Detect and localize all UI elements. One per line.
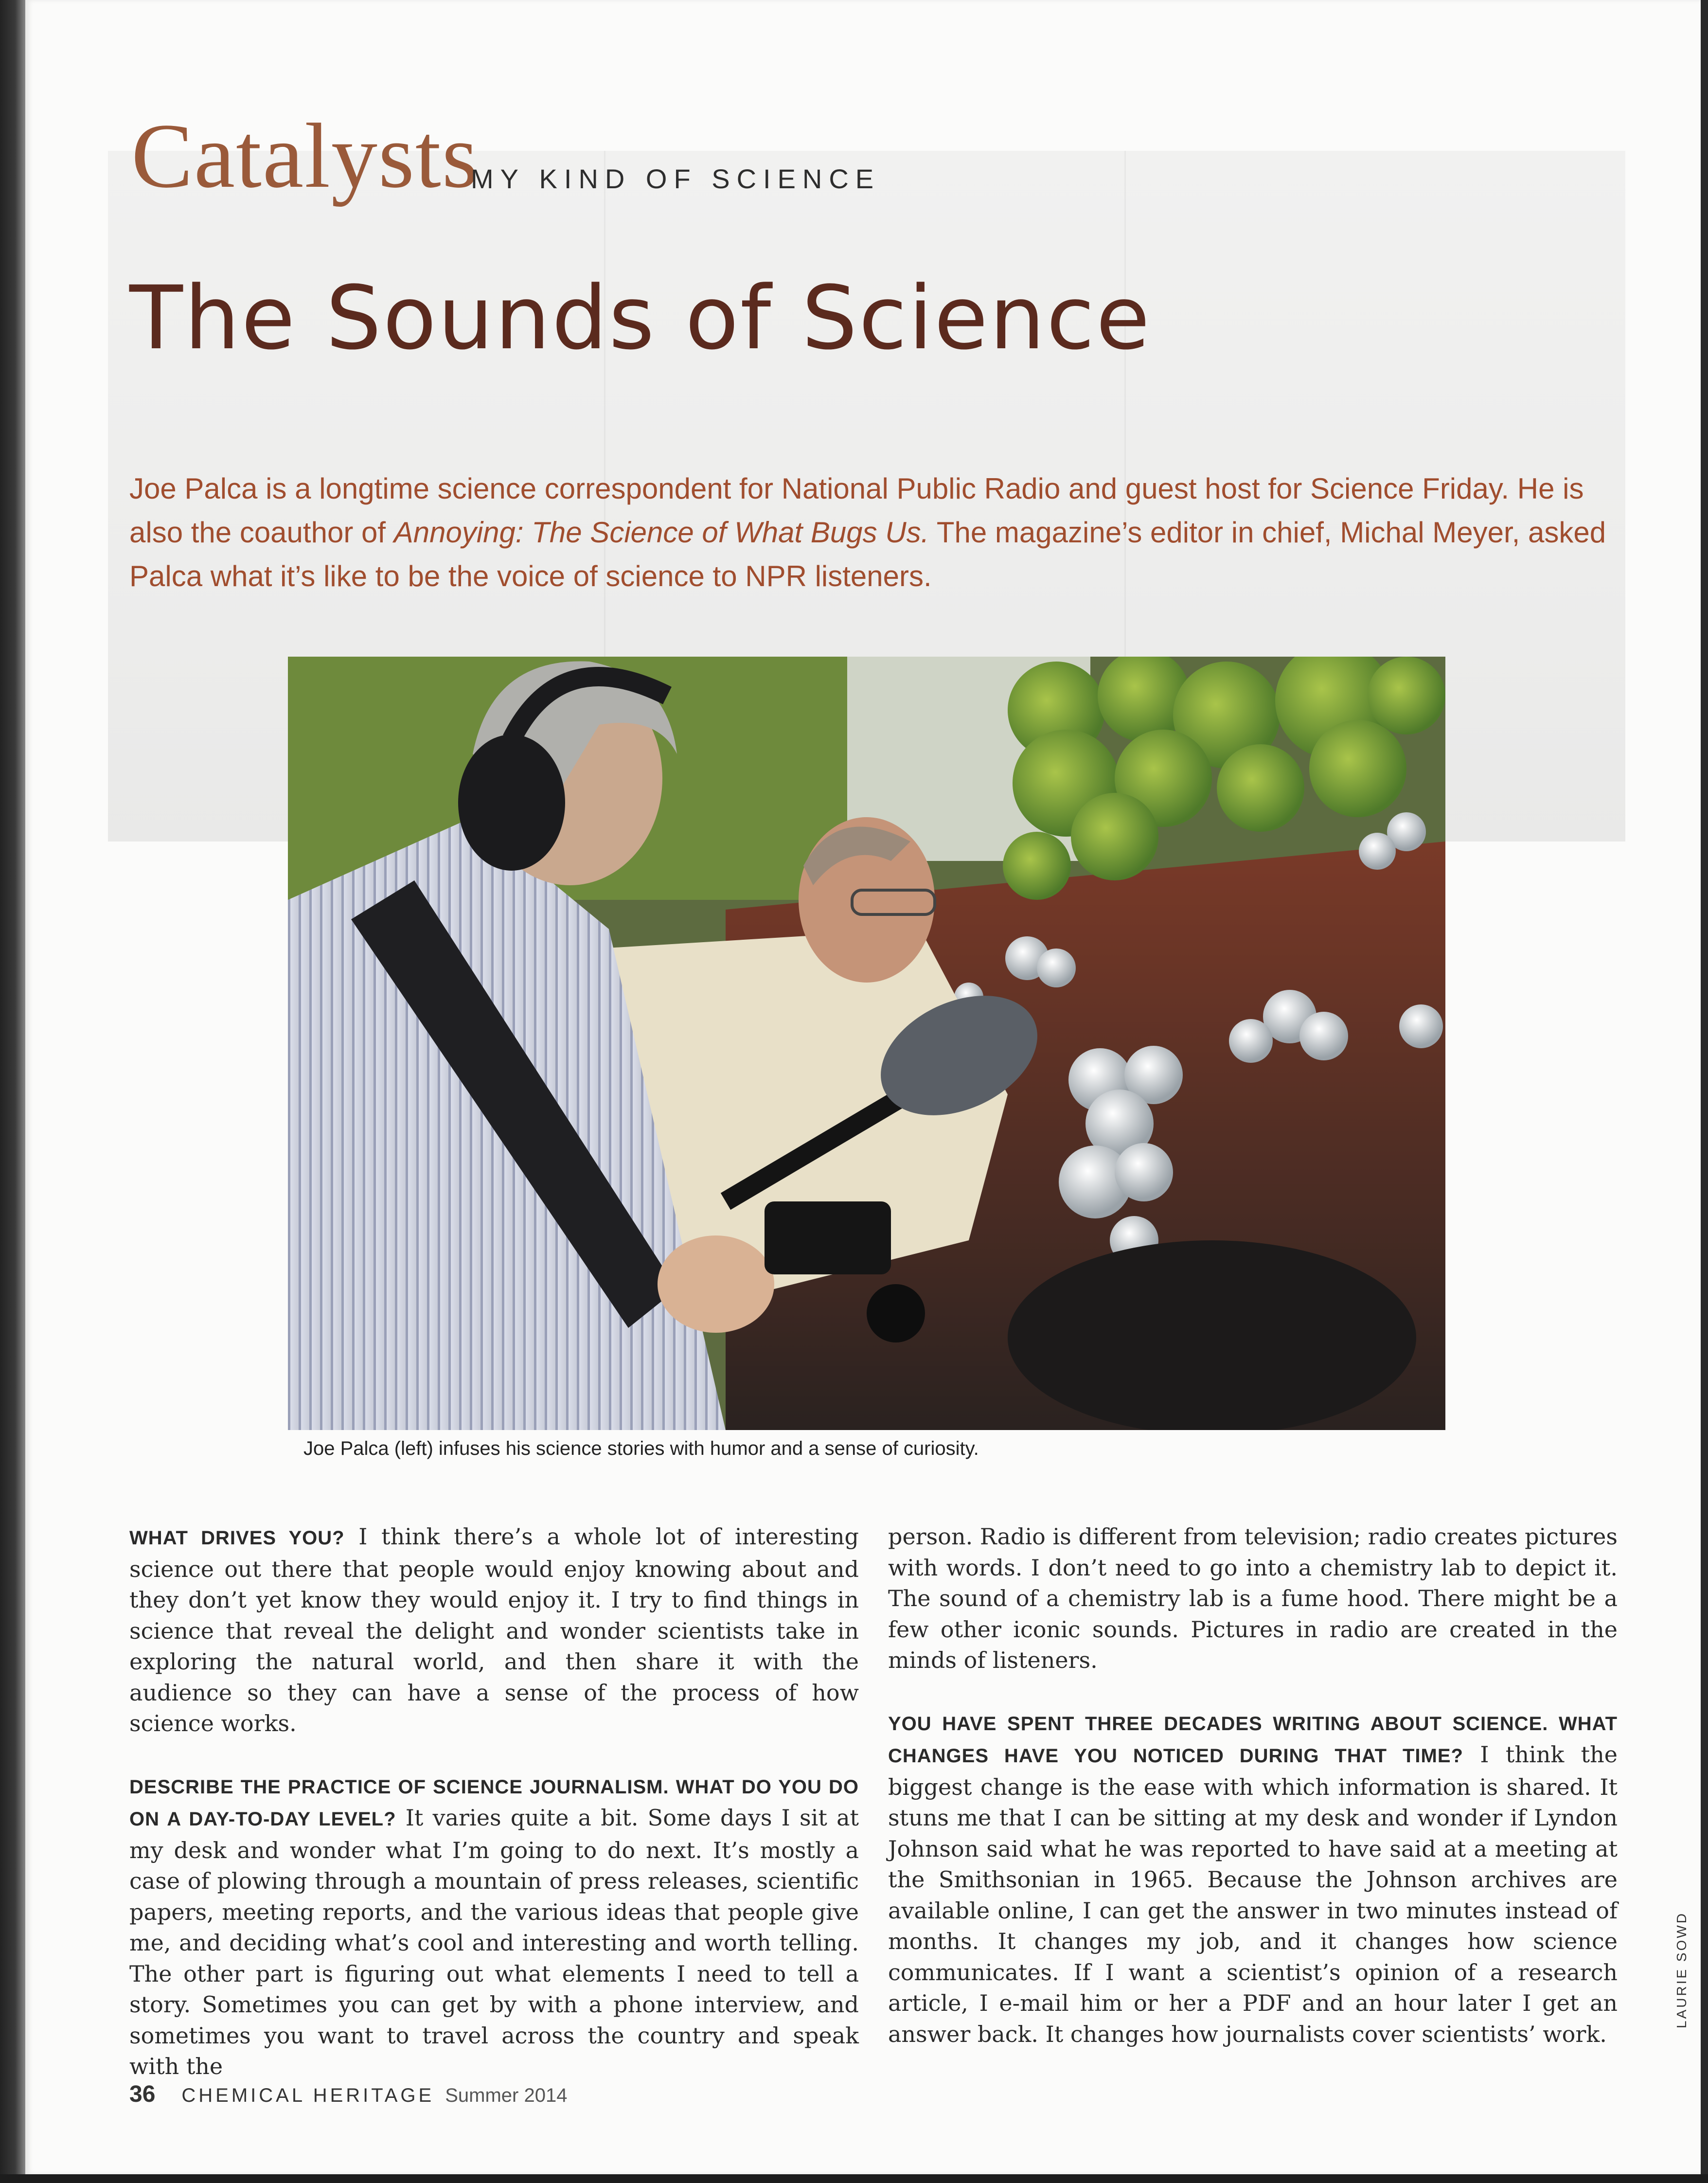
photo-credit: LAURIE SOWD bbox=[1674, 1911, 1689, 2028]
page-footer bbox=[129, 2083, 567, 2106]
text-column-right bbox=[888, 1521, 1618, 2081]
binding-edge bbox=[0, 0, 25, 2183]
qa-3 bbox=[888, 1707, 1618, 2050]
intro-text-1: Joe Palca is a longtime science correspondent for National Public Radio and guest host for Science Friday. He is also the coauthor of bbox=[129, 472, 1584, 549]
photo-caption: Joe Palca (left) infuses his science stories with humor and a sense of curiosity. bbox=[303, 1438, 979, 1459]
qa-1 bbox=[129, 1521, 859, 1739]
magazine-page bbox=[25, 0, 1701, 2174]
answer-3: I think the biggest change is the ease with which information is shared. It stuns me that I can be sitting at my desk and wonder if Lyndon Johnson said what he was reported to have said at a meeting at the Smithsonian in 1965. Because the Johnson archives are available online, I can get the answer in two minutes instead of months. It changes my job, and it changes how science communicates. If I want a scientist’s opinion of a research article, I e-mail him or her a PDF and an hour later I get an answer back. It changes how journalists cover scientists’ work. bbox=[888, 1741, 1618, 2047]
answer-1: I think there’s a whole lot of interesting science out there that people would enjoy knowing about and they don’t yet know they would enjoy it. I try to find things in science that reveal the delight and wonder scientists take in exploring the natural world, and then share it with the audience so they can have a sense of the process of how science works. bbox=[129, 1523, 859, 1736]
scan-bottom-edge bbox=[0, 2174, 1708, 2183]
section-label: MY KIND OF SCIENCE bbox=[471, 163, 881, 194]
answer-2-continued: person. Radio is different from television; radio creates pictures with words. I don’t need to go into a chemistry lab to depict it. The sound of a chemistry lab is a fume hood. There might be a few other iconic sounds. Pictures in radio are created in the minds of listeners. bbox=[888, 1523, 1618, 1673]
page-number: 36 bbox=[129, 2081, 156, 2107]
intro-text-2: The magazine’s editor in chief, Michal Meyer, asked Palca what it’s like to be the voice of science to NPR listeners. bbox=[129, 516, 1606, 592]
qa-2 bbox=[129, 1771, 859, 2082]
text-column-left bbox=[129, 1521, 859, 2113]
section-logo: Catalysts bbox=[131, 105, 479, 207]
magazine-name: CHEMICAL HERITAGE bbox=[181, 2085, 435, 2106]
answer-2: It varies quite a bit. Some days I sit at my desk and wonder what I’m going to do next. It’s mostly a case of plowing through a mountain of press releases, scientific papers, meeting reports, and the various ideas that people give me, and deciding what’s cool and interesting and worth telling. The other part is figuring out what elements I need to tell a story. Sometimes you can get by with a phone interview, and sometimes you want to travel across the country and speak with the bbox=[129, 1805, 859, 2079]
article-photo bbox=[288, 657, 1445, 1430]
question-1: WHAT DRIVES YOU? bbox=[129, 1527, 345, 1549]
article-title: The Sounds of Science bbox=[129, 268, 1152, 369]
article-intro bbox=[129, 467, 1627, 598]
question-3: YOU HAVE SPENT THREE DECADES WRITING ABOUT SCIENCE. WHAT CHANGES HAVE YOU NOTICED DURING THAT TIME? bbox=[888, 1713, 1618, 1767]
book-title: Annoying: The Science of What Bugs Us. bbox=[393, 516, 929, 549]
question-2: DESCRIBE THE PRACTICE OF SCIENCE JOURNALISM. WHAT DO YOU DO ON A DAY-TO-DAY LEVEL? bbox=[129, 1776, 859, 1830]
issue-date: Summer 2014 bbox=[445, 2085, 568, 2106]
